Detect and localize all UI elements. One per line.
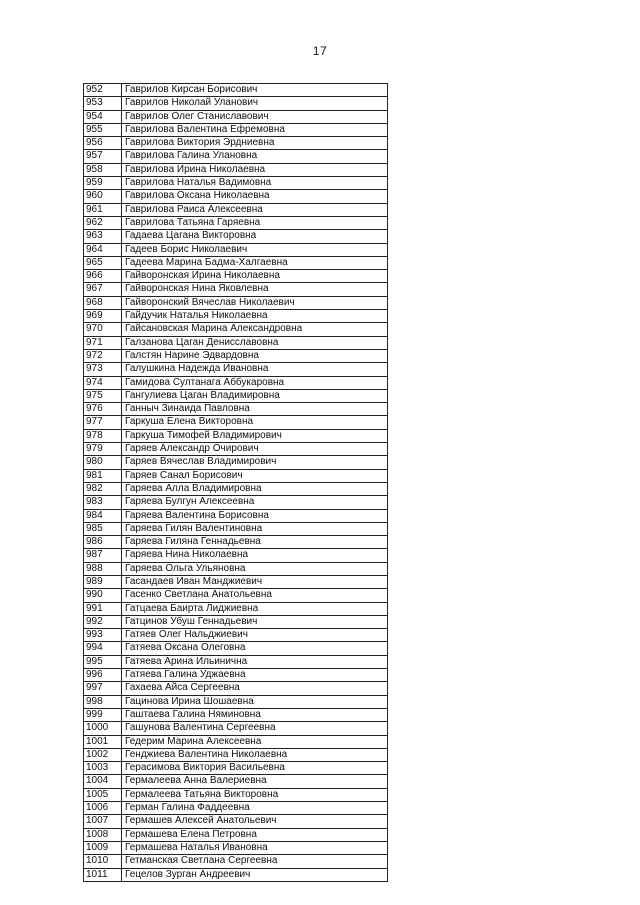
row-number: 981 — [84, 470, 122, 482]
table-row — [84, 709, 387, 722]
table-row — [84, 97, 387, 110]
row-number: 954 — [84, 111, 122, 123]
person-name: Гаряев Вячеслав Владимирович — [125, 456, 277, 468]
table-row — [84, 84, 387, 97]
table-row — [84, 403, 387, 416]
table-row — [84, 230, 387, 243]
person-name: Гаряева Алла Владимировна — [125, 482, 262, 494]
person-name: Гайворонский Вячеслав Николаевич — [125, 296, 295, 308]
row-number: 1005 — [84, 789, 122, 801]
person-name: Гедерим Марина Алексеевна — [125, 735, 262, 747]
person-name: Гецелов Зурган Андреевич — [125, 868, 251, 880]
person-name: Гаряева Гиляна Геннадьевна — [125, 536, 261, 548]
person-name: Гаряева Гилян Валентиновна — [125, 522, 263, 534]
table-row — [84, 736, 387, 749]
person-name: Гаврилова Галина Улановна — [125, 150, 258, 162]
row-number: 958 — [84, 164, 122, 176]
row-number: 997 — [84, 682, 122, 694]
table-row — [84, 323, 387, 336]
row-number: 953 — [84, 97, 122, 109]
row-number: 959 — [84, 177, 122, 189]
row-number: 971 — [84, 337, 122, 349]
table-row — [84, 656, 387, 669]
table-row — [84, 722, 387, 735]
row-number: 977 — [84, 416, 122, 428]
table-row — [84, 244, 387, 257]
person-name: Гаркуша Тимофей Владимирович — [125, 429, 282, 441]
row-number: 986 — [84, 536, 122, 548]
person-name: Гацинова Ирина Шошаевна — [125, 695, 254, 707]
table-row — [84, 337, 387, 350]
table-row — [84, 589, 387, 602]
person-name: Гермалеева Татьяна Викторовна — [125, 788, 279, 800]
person-name: Гайдучик Наталья Николаевна — [125, 310, 268, 322]
row-number: 1001 — [84, 736, 122, 748]
row-number: 1009 — [84, 842, 122, 854]
person-name: Гайворонская Ирина Николаевна — [125, 270, 280, 282]
row-number: 985 — [84, 523, 122, 535]
table-row — [84, 310, 387, 323]
table-row — [84, 190, 387, 203]
table-row — [84, 137, 387, 150]
row-number: 978 — [84, 430, 122, 442]
person-name: Гаряева Нина Николаевна — [125, 549, 249, 561]
row-number: 1000 — [84, 722, 122, 734]
person-name: Гаряев Александр Очирович — [125, 443, 259, 455]
person-name: Гермалеева Анна Валериевна — [125, 775, 267, 787]
table-row — [84, 629, 387, 642]
table-row — [84, 217, 387, 230]
row-number: 970 — [84, 323, 122, 335]
row-number: 952 — [84, 84, 122, 96]
table-row — [84, 270, 387, 283]
table-row — [84, 124, 387, 137]
table-row — [84, 696, 387, 709]
row-number: 974 — [84, 377, 122, 389]
row-number: 976 — [84, 403, 122, 415]
person-name: Гатцаева Баирта Лиджиевна — [125, 602, 259, 614]
person-name: Гадеева Марина Бадма-Халгаевна — [125, 256, 288, 268]
person-name: Герасимова Виктория Васильевна — [125, 762, 285, 774]
row-number: 989 — [84, 576, 122, 588]
row-number: 964 — [84, 244, 122, 256]
row-number: 998 — [84, 696, 122, 708]
table-row — [84, 775, 387, 788]
person-name: Гаврилова Виктория Эрдниевна — [125, 137, 275, 149]
person-name: Гаряева Валентина Борисовна — [125, 509, 269, 521]
table-row — [84, 669, 387, 682]
page-number: 17 — [312, 44, 328, 58]
person-name: Гасенко Светлана Анатольевна — [125, 589, 272, 601]
row-number: 1010 — [84, 855, 122, 867]
person-name: Гатяев Олег Нальджиевич — [125, 629, 248, 641]
person-name: Гаврилова Оксана Николаевна — [125, 190, 270, 202]
row-number: 984 — [84, 510, 122, 522]
row-number: 961 — [84, 204, 122, 216]
table-row — [84, 430, 387, 443]
row-number: 975 — [84, 390, 122, 402]
row-number: 983 — [84, 496, 122, 508]
table-row — [84, 443, 387, 456]
row-number: 972 — [84, 350, 122, 362]
row-number: 987 — [84, 549, 122, 561]
row-number: 966 — [84, 270, 122, 282]
table-row — [84, 762, 387, 775]
person-name: Герман Галина Фаддеевна — [125, 802, 250, 814]
person-name: Гаврилова Наталья Вадимовна — [125, 177, 272, 189]
person-name: Гахаева Айса Сергеевна — [125, 682, 240, 694]
table-row — [84, 802, 387, 815]
table-row — [84, 749, 387, 762]
table-row — [84, 456, 387, 469]
row-number: 1003 — [84, 762, 122, 774]
row-number: 992 — [84, 616, 122, 628]
person-name: Гетманская Светлана Сергеевна — [125, 855, 278, 867]
person-name: Гермашева Наталья Ивановна — [125, 841, 268, 853]
person-name: Гатяева Арина Ильинична — [125, 655, 248, 667]
person-name: Гаврилова Татьяна Гаряевна — [125, 216, 261, 228]
person-name: Гаврилов Кирсан Борисович — [125, 84, 258, 95]
row-number: 993 — [84, 629, 122, 641]
table-row — [84, 164, 387, 177]
table-row — [84, 111, 387, 124]
person-name: Гермашева Елена Петровна — [125, 828, 257, 840]
table-row — [84, 523, 387, 536]
person-name: Галушкина Надежда Ивановна — [125, 363, 269, 375]
table-row — [84, 177, 387, 190]
table-row — [84, 815, 387, 828]
row-number: 1002 — [84, 749, 122, 761]
row-number: 980 — [84, 456, 122, 468]
row-number: 955 — [84, 124, 122, 136]
row-number: 988 — [84, 563, 122, 575]
person-name: Гашунова Валентина Сергеевна — [125, 722, 276, 734]
row-number: 982 — [84, 483, 122, 495]
person-name: Гаркуша Елена Викторовна — [125, 416, 254, 428]
table-row — [84, 536, 387, 549]
row-number: 967 — [84, 283, 122, 295]
person-name: Гадаева Цагана Викторовна — [125, 230, 257, 242]
row-number: 1008 — [84, 829, 122, 841]
names-table — [83, 83, 388, 882]
table-row — [84, 682, 387, 695]
table-row — [84, 150, 387, 163]
person-name: Гангулиева Цаган Владимировна — [125, 389, 280, 401]
person-name: Гермашев Алексей Анатольевич — [125, 815, 277, 827]
table-row — [84, 829, 387, 842]
table-row — [84, 377, 387, 390]
row-number: 1011 — [84, 869, 122, 881]
row-number: 960 — [84, 190, 122, 202]
row-number: 969 — [84, 310, 122, 322]
person-name: Гаврилова Раиса Алексеевна — [125, 203, 263, 215]
person-name: Гадеев Борис Николаевич — [125, 243, 248, 255]
table-row — [84, 283, 387, 296]
table-row — [84, 855, 387, 868]
table-row — [84, 483, 387, 496]
person-name: Гайсановская Марина Александровна — [125, 323, 303, 335]
person-name: Ганныч Зинаида Павловна — [125, 403, 250, 415]
table-row — [84, 510, 387, 523]
row-number: 990 — [84, 589, 122, 601]
row-number: 1007 — [84, 815, 122, 827]
table-row — [84, 390, 387, 403]
table-row — [84, 363, 387, 376]
person-name: Генджиева Валентина Николаевна — [125, 748, 288, 760]
person-name: Гатяева Галина Уджаевна — [125, 669, 246, 681]
table-row — [84, 789, 387, 802]
row-number: 1004 — [84, 775, 122, 787]
row-number: 999 — [84, 709, 122, 721]
row-number: 968 — [84, 297, 122, 309]
person-name: Гаряева Булгун Алексеевна — [125, 496, 255, 508]
table-row — [84, 470, 387, 483]
person-name: Гаврилова Ирина Николаевна — [125, 163, 266, 175]
table-row — [84, 496, 387, 509]
row-number: 965 — [84, 257, 122, 269]
row-number: 963 — [84, 230, 122, 242]
table-row — [84, 576, 387, 589]
person-name: Галстян Нарине Эдвардовна — [125, 349, 259, 361]
table-row — [84, 842, 387, 855]
person-name: Гаштаева Галина Няминовна — [125, 708, 261, 720]
person-name: Гасандаев Иван Манджиевич — [125, 575, 263, 587]
table-row — [84, 416, 387, 429]
row-number: 1006 — [84, 802, 122, 814]
table-row — [84, 603, 387, 616]
row-number: 996 — [84, 669, 122, 681]
table-row — [84, 563, 387, 576]
person-name: Гаврилова Валентина Ефремовна — [125, 123, 285, 135]
row-number: 956 — [84, 137, 122, 149]
table-row — [84, 297, 387, 310]
person-name: Гаряев Санал Борисович — [125, 469, 243, 481]
person-name: Гамидова Султанага Аббукаровна — [125, 376, 285, 388]
table-row — [84, 642, 387, 655]
row-number: 962 — [84, 217, 122, 229]
person-name: Гатцинов Убуш Геннадьевич — [125, 615, 258, 627]
table-row — [84, 616, 387, 629]
row-number: 991 — [84, 603, 122, 615]
table-row — [84, 257, 387, 270]
person-name: Гайворонская Нина Яковлевна — [125, 283, 269, 295]
row-number: 979 — [84, 443, 122, 455]
row-number: 995 — [84, 656, 122, 668]
person-name: Гатяева Оксана Олеговна — [125, 642, 246, 654]
row-number: 957 — [84, 150, 122, 162]
table-row — [84, 204, 387, 217]
person-name: Гаврилов Олег Станиславович — [125, 110, 269, 122]
table-row — [84, 869, 387, 882]
table-row — [84, 350, 387, 363]
person-name: Галзанова Цаган Денисславовна — [125, 336, 279, 348]
person-name: Гаряева Ольга Ульяновна — [125, 562, 246, 574]
table-row — [84, 549, 387, 562]
person-name: Гаврилов Николай Уланович — [125, 97, 259, 109]
row-number: 973 — [84, 363, 122, 375]
row-number: 994 — [84, 642, 122, 654]
